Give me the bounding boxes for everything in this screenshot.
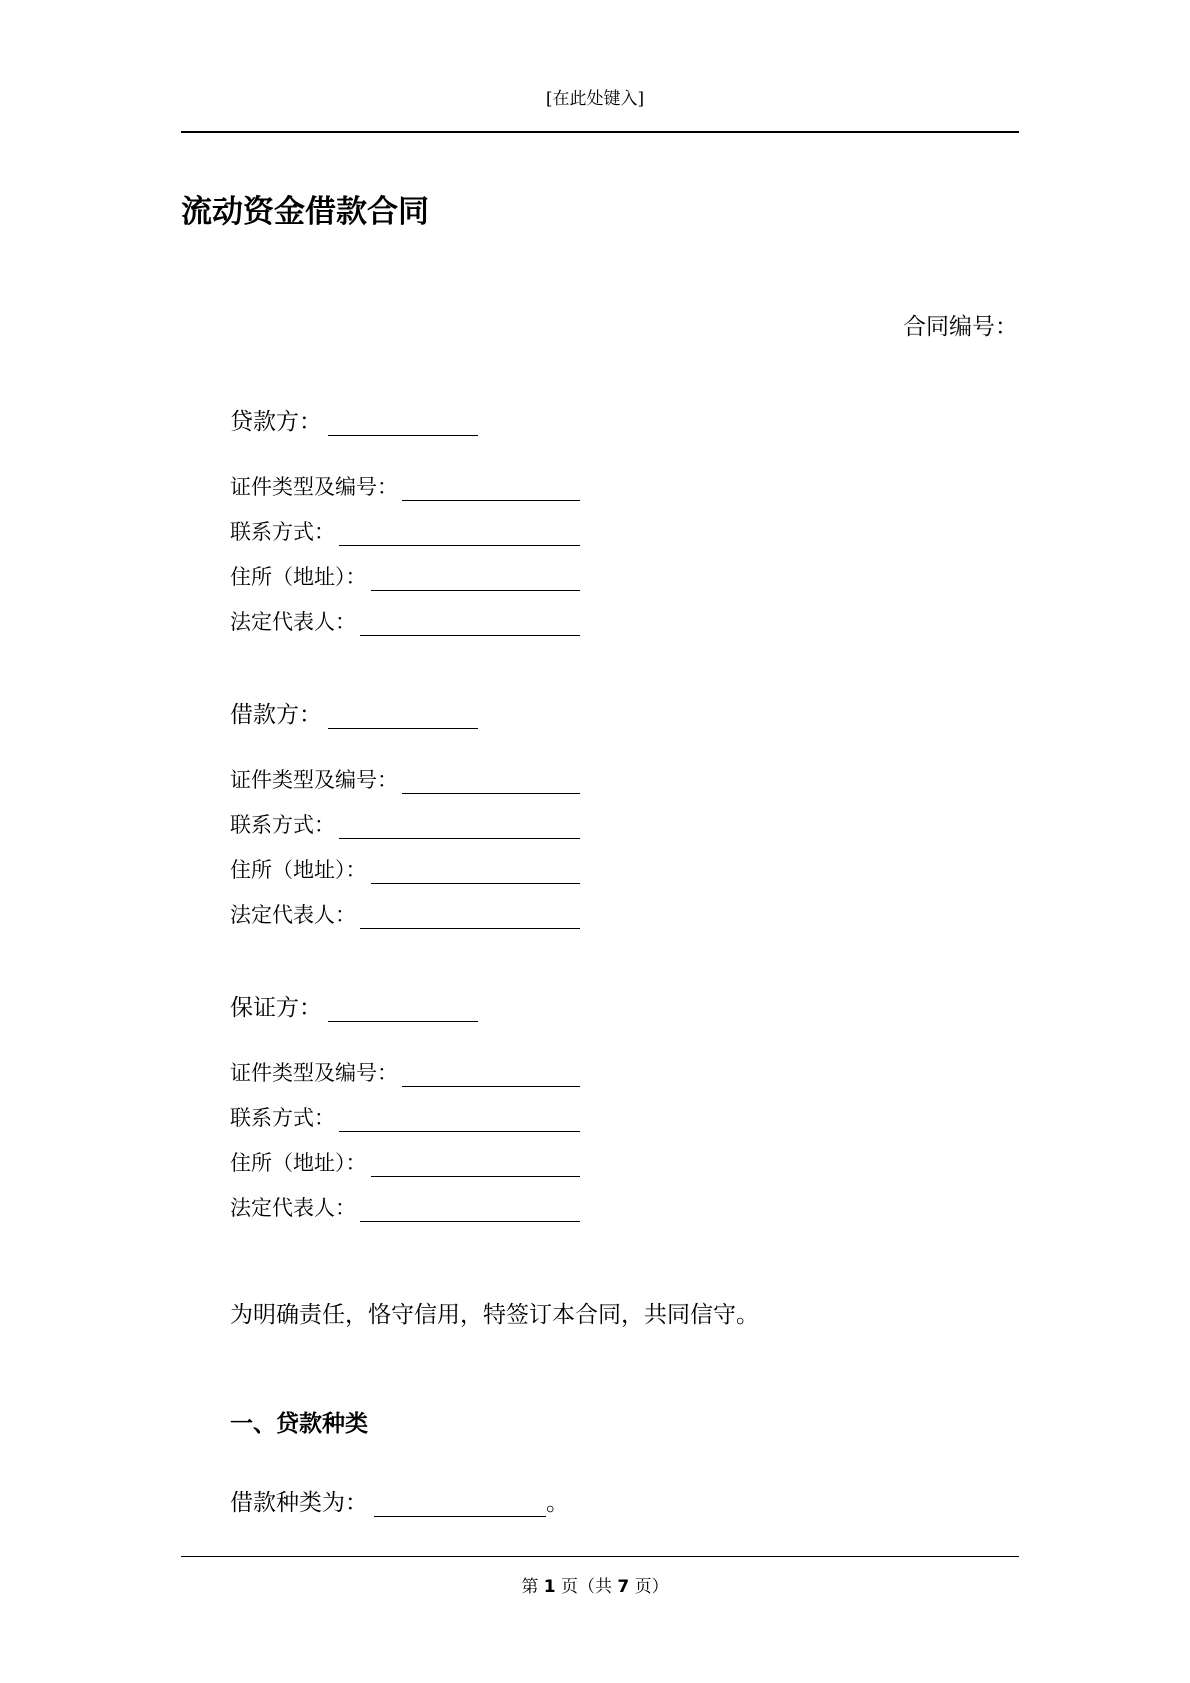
field-label: 证件类型及编号：: [230, 768, 398, 792]
lender-contact-field: [230, 501, 580, 546]
borrower-id-field: [230, 749, 580, 794]
lender-title-row: [230, 402, 580, 436]
loan-type-suffix: 。: [546, 1490, 569, 1516]
guarantor-contact-field: [230, 1087, 580, 1132]
section-heading-loan-type: 一、贷款种类: [230, 1411, 368, 1437]
field-blank[interactable]: [371, 566, 581, 591]
field-blank[interactable]: [360, 611, 580, 636]
footer-prefix: 第: [521, 1577, 539, 1597]
field-label: 住所（地址）：: [230, 1151, 367, 1175]
field-blank[interactable]: [339, 1107, 580, 1132]
lender-fields: [230, 456, 580, 636]
borrower-address-field: [230, 839, 580, 884]
field-blank[interactable]: [402, 476, 580, 501]
total-page-count: 7: [617, 1577, 630, 1597]
guarantor-id-field: [230, 1042, 580, 1087]
borrower-section: [230, 695, 580, 929]
lender-representative-field: [230, 591, 580, 636]
lender-name-blank[interactable]: [328, 409, 478, 436]
field-blank[interactable]: [402, 1062, 580, 1087]
borrower-name-blank[interactable]: [328, 702, 478, 729]
field-blank[interactable]: [371, 859, 581, 884]
field-blank[interactable]: [339, 814, 580, 839]
borrower-title: 借款方：: [230, 702, 322, 728]
footer-divider: [181, 1556, 1019, 1557]
field-blank[interactable]: [360, 904, 580, 929]
field-label: 法定代表人：: [230, 610, 356, 634]
guarantor-address-field: [230, 1132, 580, 1177]
field-label: 住所（地址）：: [230, 858, 367, 882]
lender-id-field: [230, 456, 580, 501]
field-blank[interactable]: [402, 769, 580, 794]
lender-address-field: [230, 546, 580, 591]
guarantor-title: 保证方：: [230, 995, 322, 1021]
page-header[interactable]: [在此处键入]: [545, 89, 645, 109]
borrower-title-row: [230, 695, 580, 729]
field-blank[interactable]: [371, 1152, 581, 1177]
guarantor-representative-field: [230, 1177, 580, 1222]
footer-suffix: 页）: [634, 1577, 669, 1597]
field-label: 证件类型及编号：: [230, 1061, 398, 1085]
field-label: 法定代表人：: [230, 903, 356, 927]
field-label: 法定代表人：: [230, 1196, 356, 1220]
loan-type-row: [230, 1484, 569, 1517]
header-divider: [181, 131, 1019, 133]
contract-number-label: 合同编号：: [903, 314, 1018, 340]
loan-type-blank[interactable]: [374, 1490, 546, 1517]
guarantor-section: [230, 988, 580, 1222]
current-page-number: 1: [543, 1577, 556, 1597]
borrower-contact-field: [230, 794, 580, 839]
lender-section: [230, 402, 580, 636]
guarantor-name-blank[interactable]: [328, 995, 478, 1022]
field-blank[interactable]: [360, 1197, 580, 1222]
lender-title: 贷款方：: [230, 409, 322, 435]
borrower-fields: [230, 749, 580, 929]
field-label: 证件类型及编号：: [230, 475, 398, 499]
contract-statement: 为明确责任，恪守信用，特签订本合同，共同信守。: [230, 1302, 759, 1328]
field-label: 联系方式：: [230, 1106, 335, 1130]
footer-middle: 页（共: [561, 1577, 612, 1597]
guarantor-title-row: [230, 988, 580, 1022]
page-footer: [0, 1572, 1190, 1597]
document-title: 流动资金借款合同: [181, 194, 429, 230]
borrower-representative-field: [230, 884, 580, 929]
field-label: 联系方式：: [230, 813, 335, 837]
loan-type-label: 借款种类为：: [230, 1490, 368, 1516]
field-label: 联系方式：: [230, 520, 335, 544]
field-label: 住所（地址）：: [230, 565, 367, 589]
guarantor-fields: [230, 1042, 580, 1222]
field-blank[interactable]: [339, 521, 580, 546]
